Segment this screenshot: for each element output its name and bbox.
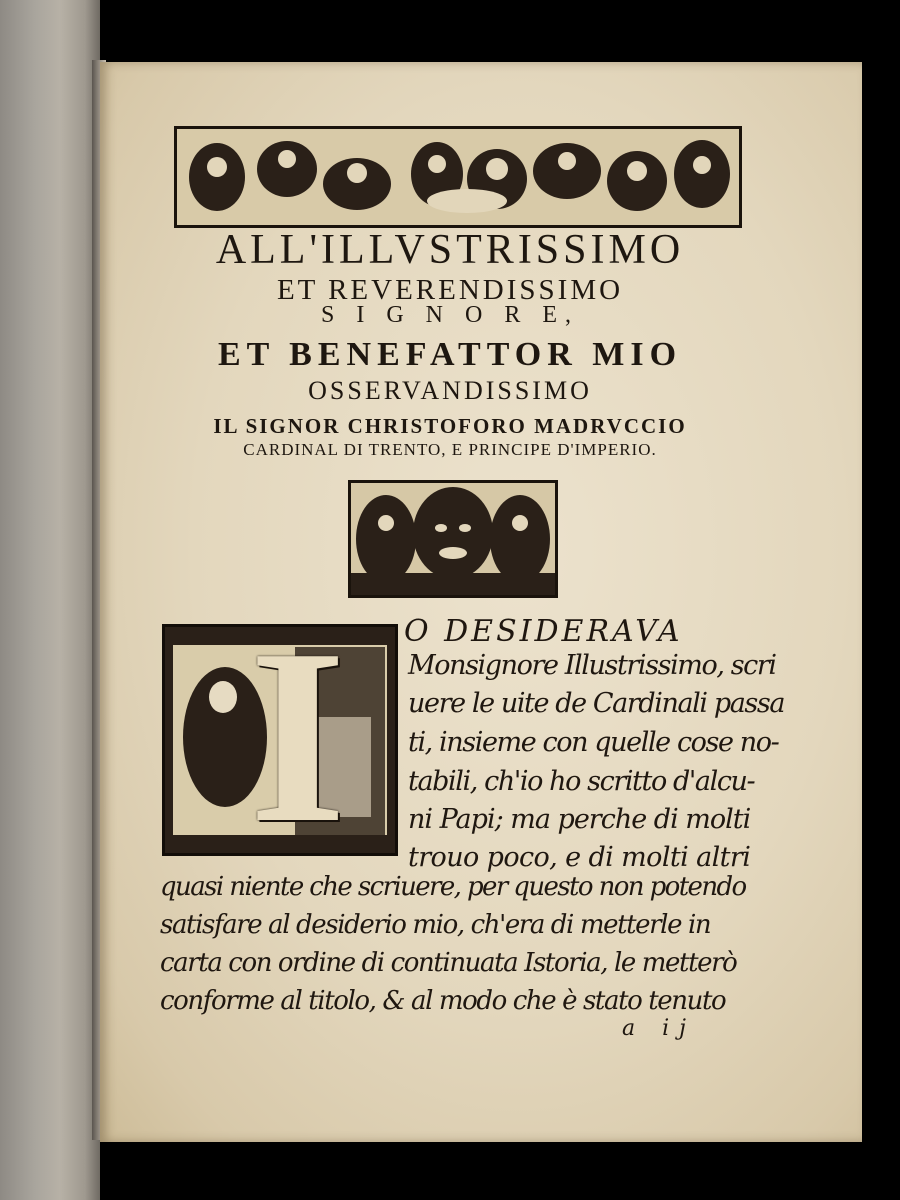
heading-line-6: IL SIGNOR CHRISTOFORO MADRVCCIO [213, 414, 687, 438]
body-line-3: uere le uite de Cardinali passa [408, 688, 785, 719]
body-line-11: conforme al titolo, & al modo che è stato tenuto [160, 986, 726, 1016]
headpiece-ornament [174, 126, 742, 228]
heading-line-2: ET REVERENDISSIMO [276, 274, 624, 306]
body-line-1: O DESIDERAVA [404, 614, 683, 649]
book-spine [0, 0, 100, 1200]
drop-cap-letter: I [249, 598, 347, 875]
body-line-9: satisfare al desiderio mio, ch'era di metterle in [160, 910, 711, 940]
body-line-8: quasi niente che scriuere, per questo non potendo [160, 872, 746, 902]
body-line-6: ni Papi; ma perche di molti [408, 804, 751, 835]
body-line-4: ti, insieme con quelle cose no- [408, 727, 779, 758]
body-line-7: trouo poco, e di molti altri [408, 842, 751, 873]
body-line-5: tabili, ch'io ho scritto d'alcu- [408, 766, 755, 797]
signature-mark: a ij [622, 1016, 696, 1041]
body-line-10: carta con ordine di continuata Istoria, le metterò [160, 948, 737, 978]
decorated-initial [162, 598, 398, 875]
heading-line-4: ET BENEFATTOR MIO [217, 336, 683, 373]
center-mask-ornament [348, 480, 558, 598]
body-line-2: Monsignore Illustrissimo, scri [408, 650, 776, 681]
heading-line-1: ALL'ILLVSTRISSIMO [215, 227, 685, 273]
heading-line-3: S I G N O R E, [320, 302, 579, 328]
heading-line-7: CARDINAL DI TRENTO, E PRINCIPE D'IMPERIO. [243, 440, 657, 459]
heading-line-5: OSSERVANDISSIMO [308, 376, 592, 405]
